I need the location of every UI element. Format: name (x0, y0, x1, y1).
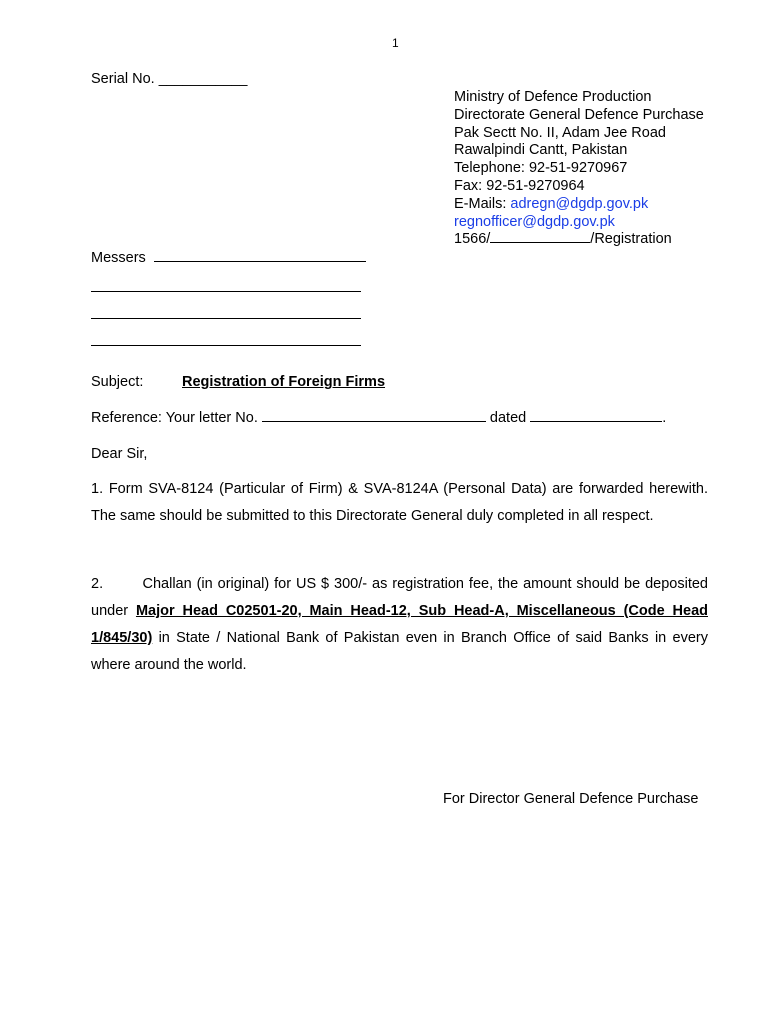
page-number: 1 (392, 36, 399, 50)
paragraph-2-text-b: in State / National Bank of Pakistan even in Branch Office of said Banks in every where around the world. (91, 630, 708, 673)
reference-end: . (662, 410, 667, 426)
ref-prefix: 1566/ (454, 231, 491, 248)
date-blank (530, 410, 662, 422)
reference (91, 410, 666, 426)
subject-title: Registration of Foreign Firms (182, 374, 386, 390)
ref-suffix: /Registration (590, 231, 672, 248)
email-link-adregn[interactable]: adregn@dgdp.gov.pk (510, 195, 649, 212)
messers-blank (154, 250, 366, 262)
paragraph-2-number: 2. (91, 576, 104, 592)
registration-ref (454, 231, 704, 249)
address-line: Rawalpindi Cantt, Pakistan (454, 142, 628, 159)
letter-number-blank (262, 410, 486, 422)
telephone: Telephone: 92-51-9270967 (454, 160, 628, 177)
serial-label: Serial No. (91, 71, 155, 87)
subject-label: Subject: (91, 374, 144, 390)
email-label: E-Mails: (454, 195, 511, 212)
paragraph-2 (91, 571, 708, 679)
subject (91, 374, 386, 390)
address-line: Pak Sectt No. II, Adam Jee Road (454, 124, 666, 141)
paragraph-1: 1. Form SVA-8124 (Particular of Firm) & SVA-8124A (Personal Data) are forwarded herewith. The same should be submitted to this Directorate General duly completed in all respect. (91, 481, 708, 524)
greeting: Dear Sir, (91, 446, 148, 462)
fax: Fax: 92-51-9270964 (454, 177, 585, 194)
email-line (454, 196, 704, 214)
reference-label: Reference: Your letter No. (91, 410, 258, 426)
messers (91, 250, 366, 266)
paragraph-2-text-a: Challan (in original) for US $ 300/- as registration fee, the amount should be deposited under (91, 576, 708, 619)
sender-address (454, 89, 704, 249)
address-line: Ministry of Defence Production (454, 89, 652, 105)
address-line: Directorate General Defence Purchase (454, 106, 704, 123)
head-of-account: Major Head C02501-20, Main Head-12, Sub Head-A, Miscellaneous (Code Head 1/845/30) (91, 603, 708, 646)
serial-blank: ___________ (158, 71, 248, 87)
address-blank-line (91, 291, 361, 292)
signoff: For Director General Defence Purchase (443, 791, 699, 807)
address-blank-line (91, 318, 361, 319)
dated-label: dated (489, 410, 527, 426)
serial-number (91, 71, 247, 87)
messers-label: Messers (91, 250, 146, 266)
email-link-regnofficer[interactable]: regnofficer@dgdp.gov.pk (454, 213, 615, 230)
ref-blank (490, 231, 590, 243)
address-blank-line (91, 345, 361, 346)
